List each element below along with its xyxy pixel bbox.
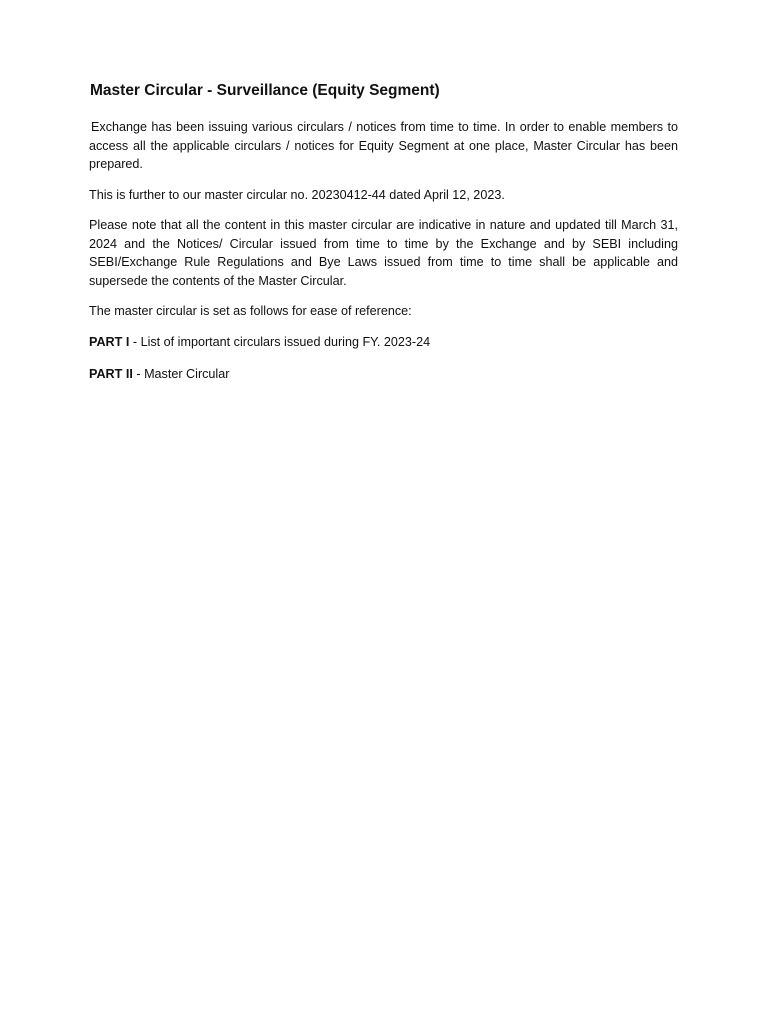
part-two-separator: -: [132, 367, 145, 381]
document-title: Master Circular - Surveillance (Equity Segment): [90, 82, 440, 99]
document-body: [89, 80, 678, 398]
part-two-label: PART II: [89, 367, 133, 381]
part-one-label: PART I: [89, 334, 130, 349]
reference-paragraph: This is further to our master circular no. 20230412-44 dated April 12, 2023.: [89, 187, 505, 202]
intro-paragraph: Exchange has been issuing various circulars / notices from time to time. In order to enable members to access all the applicable circulars / notices for Equity Segment at one place, Master Circular has been prepared.: [89, 120, 678, 171]
part-two-line: [89, 365, 678, 384]
part-two-text: Master Circular: [144, 367, 230, 381]
part-one-line: [89, 333, 678, 352]
structure-paragraph: The master circular is set as follows for ease of reference:: [89, 304, 412, 318]
disclaimer-paragraph: Please note that all the content in this master circular are indicative in nature and updated till March 31, 2024 and the Notices/ Circular issued from time to time by the Exchange and by SEBI including SEBI/Exchange Rule Regulations and Bye Laws issued from time to time shall be applicable and supersede the contents of the Master Circular.: [89, 218, 678, 288]
part-one-separator: -: [129, 334, 141, 349]
part-one-text: List of important circulars issued during FY. 2023-24: [140, 334, 431, 349]
